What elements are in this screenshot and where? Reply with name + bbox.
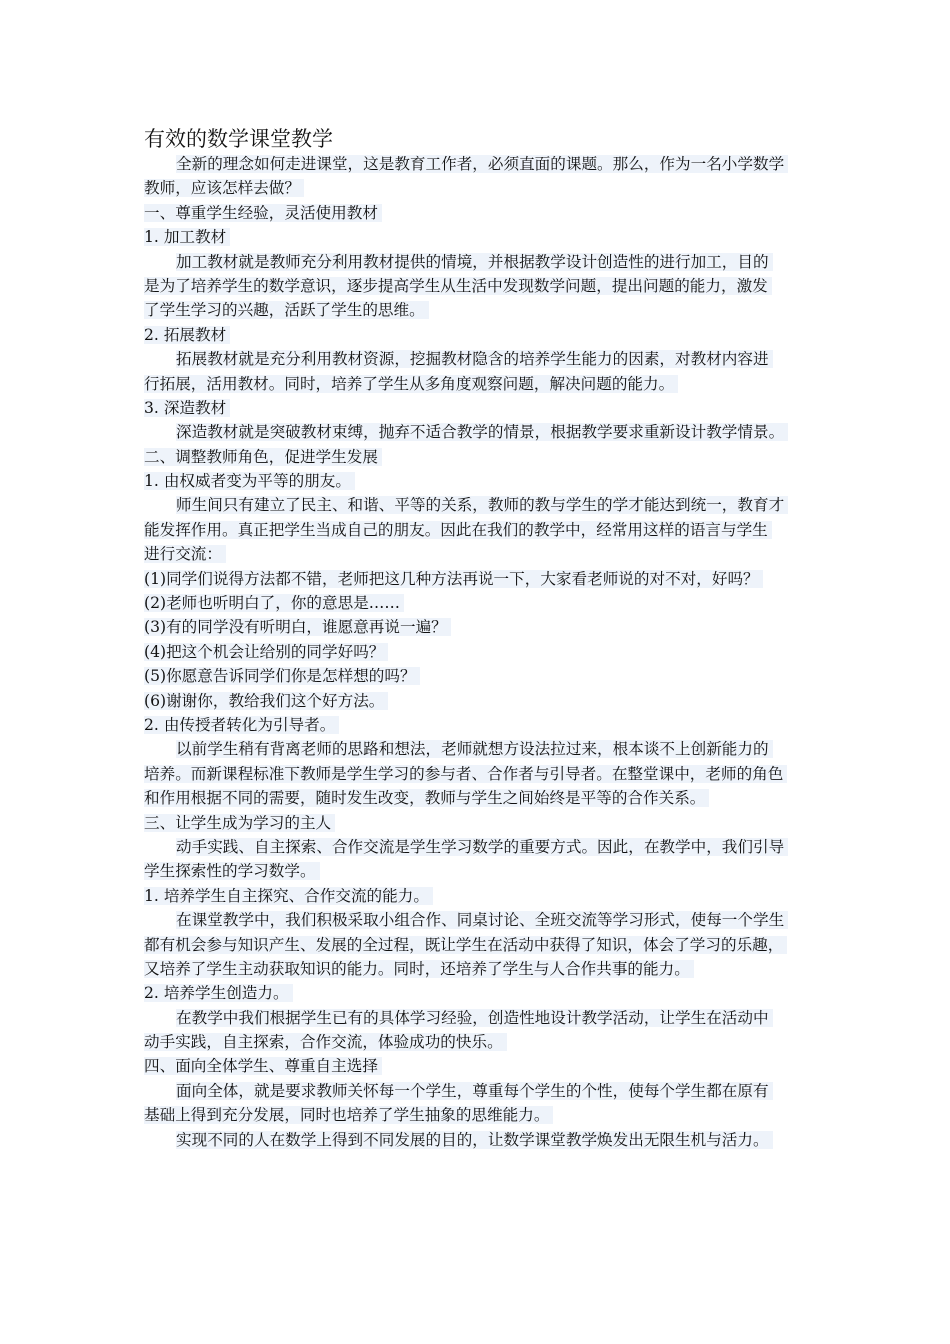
text-line-content: 2. 由传授者转化为引导者。 [144,716,339,734]
text-line [144,372,824,396]
text-line-content: 是为了培养学生的数学意识，逐步提高学生从生活中发现数学问题，提出问题的能力，激发 [144,277,772,295]
text-line [144,176,824,200]
text-line-content: 进行交流： [144,545,226,563]
text-line-content: 教师，应该怎样去做？ [144,179,304,197]
text-line-content: 在教学中我们根据学生已有的具体学习经验，创造性地设计教学活动，让学生在活动中 [176,1009,773,1027]
text-line-content: (1)同学们说得方法都不错，老师把这几种方法再说一下，大家看老师说的对不对，好吗？ [144,570,763,588]
text-line [144,274,824,298]
text-line [144,347,824,371]
text-line-content: (3)有的同学没有听明白，谁愿意再说一遍？ [144,618,451,636]
text-line [144,884,824,908]
text-line-content: 以前学生稍有背离老师的思路和想法，老师就想方设法拉过来，根本谈不上创新能力的 [176,740,773,758]
text-line [144,713,824,737]
document-body [144,126,824,1152]
text-line-content: 基础上得到充分发展，同时也培养了学生抽象的思维能力。 [144,1106,553,1124]
text-line-content: (2)老师也听明白了，你的意思是…… [144,594,404,612]
text-line-content: (5)你愿意告诉同学们你是怎样想的吗？ [144,667,420,685]
text-line-content: 1. 加工教材 [144,228,230,246]
text-line [144,1103,824,1127]
text-line-content: 了学生学习的兴趣，活跃了学生的思维。 [144,301,429,319]
text-line-content: 又培养了学生主动获取知识的能力。同时，还培养了学生与人合作共事的能力。 [144,960,694,978]
text-line [144,981,824,1005]
text-line-content: 三、让学生成为学习的主人 [144,814,335,832]
text-line [144,786,824,810]
text-line [144,859,824,883]
text-line-content: 面向全体，就是要求教师关怀每一个学生，尊重每个学生的个性，使每个学生都在原有 [176,1082,773,1100]
text-line-content: 在课堂教学中，我们积极采取小组合作、同桌讨论、全班交流等学习形式，使每一个学生 [176,911,788,929]
text-line [144,493,824,517]
text-line [144,323,824,347]
text-line [144,1079,824,1103]
text-line [144,835,824,859]
text-line-content: 1. 由权威者变为平等的朋友。 [144,472,355,490]
page-title: 有效的数学课堂教学 [144,127,333,151]
text-line-content: 动手实践、自主探索、合作交流是学生学习数学的重要方式。因此，在教学中，我们引导 [176,838,788,856]
text-line [144,445,824,469]
text-line [144,225,824,249]
text-line-content: 动手实践，自主探索，合作交流，体验成功的快乐。 [144,1033,507,1051]
text-line-content: 深造教材就是突破教材束缚，抛弃不适合教学的情景，根据教学要求重新设计教学情景。 [176,423,788,441]
text-line-content: 行拓展，活用教材。同时，培养了学生从多角度观察问题，解决问题的能力。 [144,375,678,393]
text-line [144,542,824,566]
text-line [144,615,824,639]
text-line-content: 2. 拓展教材 [144,326,230,344]
text-line [144,1128,824,1152]
text-line [144,957,824,981]
text-line [144,762,824,786]
text-line-content: (4)把这个机会让给别的同学好吗？ [144,643,388,661]
text-line-content: 能发挥作用。真正把学生当成自己的朋友。因此在我们的教学中，经常用这样的语言与学生 [144,521,772,539]
text-line-content: 师生间只有建立了民主、和谐、平等的关系，教师的教与学生的学才能达到统一，教育才 [176,496,788,514]
text-line [144,664,824,688]
text-line [144,152,824,176]
text-line [144,250,824,274]
text-line [144,518,824,542]
text-line-content: 和作用根据不同的需要，随时发生改变，教师与学生之间始终是平等的合作关系。 [144,789,709,807]
text-line-content: 1. 培养学生自主探究、合作交流的能力。 [144,887,433,905]
text-line-content: 全新的理念如何走进课堂，这是教育工作者，必须直面的课题。那么，作为一名小学数学 [176,155,788,173]
paragraph-lines [144,152,824,1152]
text-line [144,811,824,835]
text-line [144,1006,824,1030]
text-line-content: 3. 深造教材 [144,399,230,417]
text-line [144,420,824,444]
text-line-content: 学生探索性的学习数学。 [144,862,320,880]
text-line-content: 实现不同的人在数学上得到不同发展的目的，让数学课堂教学焕发出无限生机与活力。 [176,1131,773,1149]
text-line-content: 加工教材就是教师充分利用教材提供的情境，并根据教学设计创造性的进行加工，目的 [176,253,773,271]
text-line [144,591,824,615]
text-line [144,201,824,225]
text-line-content: 2. 培养学生创造力。 [144,984,293,1002]
text-line-content: 都有机会参与知识产生、发展的全过程，既让学生在活动中获得了知识，体会了学习的乐趣， [144,936,787,954]
text-line [144,1030,824,1054]
text-line [144,469,824,493]
text-line-content: 培养。而新课程标准下教师是学生学习的参与者、合作者与引导者。在整堂课中，老师的角色 [144,765,787,783]
text-line-content: 四、面向全体学生、尊重自主选择 [144,1057,382,1075]
text-line-content: 拓展教材就是充分利用教材资源，挖掘教材隐含的培养学生能力的因素，对教材内容进 [176,350,773,368]
text-line [144,908,824,932]
text-line [144,933,824,957]
text-line [144,737,824,761]
text-line [144,298,824,322]
text-line [144,640,824,664]
text-line-content: 二、调整教师角色，促进学生发展 [144,448,382,466]
text-line-content: 一、尊重学生经验，灵活使用教材 [144,204,382,222]
text-line [144,689,824,713]
text-line [144,567,824,591]
text-line [144,1054,824,1078]
text-line-content: (6)谢谢你，教给我们这个好方法。 [144,692,388,710]
text-line [144,396,824,420]
